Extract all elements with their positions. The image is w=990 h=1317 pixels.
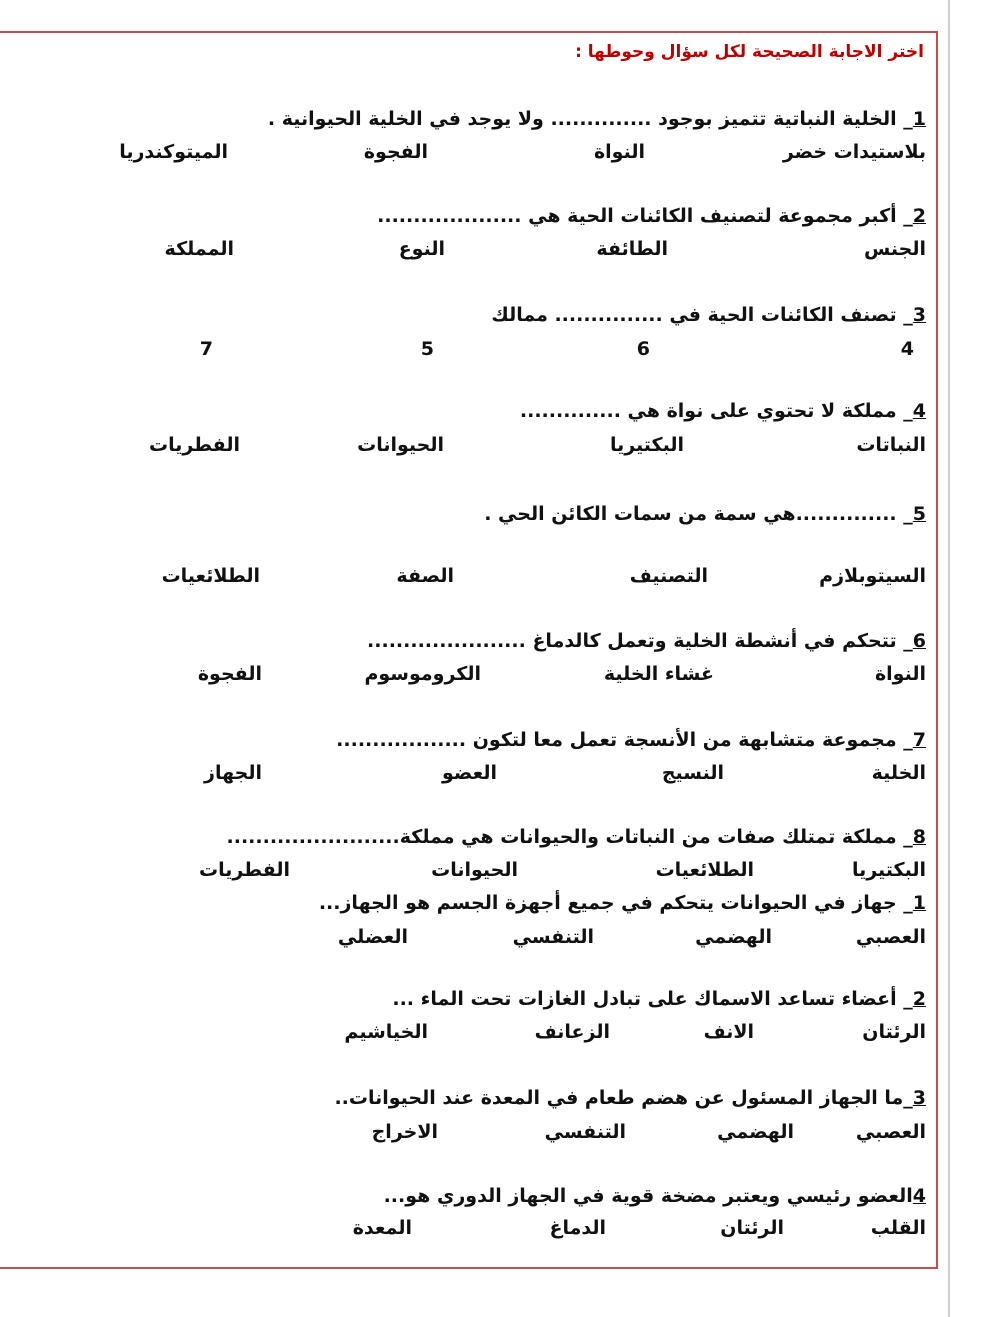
question-b1: 1_ جهاز في الحيوانات يتحكم في جميع أجهزة الجسم هو الجهاز...: [318, 892, 926, 914]
qb3-option-b[interactable]: الهضمي: [717, 1121, 794, 1143]
qb1-option-c[interactable]: التنفسي: [512, 926, 594, 948]
q7-option-c[interactable]: العضو: [441, 762, 497, 784]
question-b2: 2_ أعضاء تساعد الاسماك على تبادل الغازات تحت الماء ...: [392, 988, 926, 1010]
q6-option-c[interactable]: الكروموسوم: [364, 663, 481, 685]
qb1-option-d[interactable]: العضلي: [337, 926, 408, 948]
q8-option-c[interactable]: الحيوانات: [431, 859, 518, 881]
question-6: 6_ تتحكم في أنشطة الخلية وتعمل كالدماغ ......................: [367, 630, 926, 652]
q7-option-a[interactable]: الخلية: [871, 762, 926, 784]
question-b3: 3_ما الجهاز المسئول عن هضم طعام في المعدة عند الحيوانات..: [334, 1087, 926, 1109]
q5-option-a[interactable]: السيتوبلازم: [819, 565, 926, 587]
q4-option-d[interactable]: الفطريات: [148, 434, 240, 456]
q3-option-c[interactable]: 5: [420, 338, 434, 360]
q3-option-d[interactable]: 7: [199, 338, 213, 360]
q8-option-d[interactable]: الفطريات: [198, 859, 290, 881]
q1-option-d[interactable]: الميتوكندريا: [119, 141, 228, 163]
qb3-option-c[interactable]: التنفسي: [544, 1121, 626, 1143]
q5-option-b[interactable]: التصنيف: [629, 565, 708, 587]
instruction-heading: اختر الاجابة الصحيحة لكل سؤال وحوطها :: [575, 42, 924, 62]
q1-option-b[interactable]: النواة: [593, 141, 645, 163]
page-margin-bar: [948, 0, 990, 1317]
question-b4: 4العضو رئيسي ويعتبر مضخة قوية في الجهاز الدوري هو...: [383, 1185, 926, 1207]
q7-option-d[interactable]: الجهاز: [204, 762, 262, 784]
qb4-option-b[interactable]: الرئتان: [720, 1217, 784, 1239]
q3-option-a[interactable]: 4: [900, 338, 914, 360]
question-1: 1_ الخلية النباتية تتميز بوجود .............. ولا يوجد في الخلية الحيوانية .: [267, 108, 926, 130]
question-2: 2_ أكبر مجموعة لتصنيف الكائنات الحية هي ....................: [377, 205, 926, 227]
q4-option-a[interactable]: النباتات: [856, 434, 926, 456]
qb4-option-d[interactable]: المعدة: [352, 1217, 412, 1239]
q2-option-b[interactable]: الطائفة: [596, 238, 668, 260]
question-3: 3_ تصنف الكائنات الحية في ............... ممالك: [491, 304, 926, 326]
question-8: 8_ مملكة تمتلك صفات من النباتات والحيوانات هي مملكة........................: [226, 826, 926, 848]
qb2-option-b[interactable]: الانف: [703, 1021, 754, 1043]
qb1-option-b[interactable]: الهضمي: [695, 926, 772, 948]
q1-option-c[interactable]: الفجوة: [363, 141, 428, 163]
q2-option-d[interactable]: المملكة: [164, 238, 234, 260]
qb2-option-c[interactable]: الزعانف: [534, 1021, 610, 1043]
q2-option-a[interactable]: الجنس: [864, 238, 926, 260]
question-4: 4_ مملكة لا تحتوي على نواة هي ..............: [519, 400, 926, 422]
q4-option-c[interactable]: الحيوانات: [357, 434, 444, 456]
qb2-option-d[interactable]: الخياشيم: [344, 1021, 428, 1043]
q4-option-b[interactable]: البكتيريا: [609, 434, 684, 456]
q6-option-b[interactable]: غشاء الخلية: [603, 663, 714, 685]
question-7: 7_ مجموعة متشابهة من الأنسجة تعمل معا لتكون ..................: [336, 729, 926, 751]
q5-option-d[interactable]: الطلائعيات: [161, 565, 260, 587]
qb4-option-a[interactable]: القلب: [870, 1217, 926, 1239]
q8-option-b[interactable]: الطلائعيات: [655, 859, 754, 881]
qb3-option-a[interactable]: العصبي: [855, 1121, 926, 1143]
q2-option-c[interactable]: النوع: [398, 238, 445, 260]
question-5: 5_ ..............هي سمة من سمات الكائن الحي .: [484, 503, 926, 525]
q6-option-a[interactable]: النواة: [874, 663, 926, 685]
q1-option-a[interactable]: بلاستيدات خضر: [782, 141, 926, 163]
qb2-option-a[interactable]: الرئتان: [862, 1021, 926, 1043]
qb1-option-a[interactable]: العصبي: [855, 926, 926, 948]
q5-option-c[interactable]: الصفة: [396, 565, 454, 587]
q3-option-b[interactable]: 6: [636, 338, 650, 360]
qb3-option-d[interactable]: الاخراج: [371, 1121, 438, 1143]
q8-option-a[interactable]: البكتيريا: [851, 859, 926, 881]
qb4-option-c[interactable]: الدماغ: [549, 1217, 606, 1239]
q6-option-d[interactable]: الفجوة: [197, 663, 262, 685]
q7-option-b[interactable]: النسيج: [661, 762, 724, 784]
